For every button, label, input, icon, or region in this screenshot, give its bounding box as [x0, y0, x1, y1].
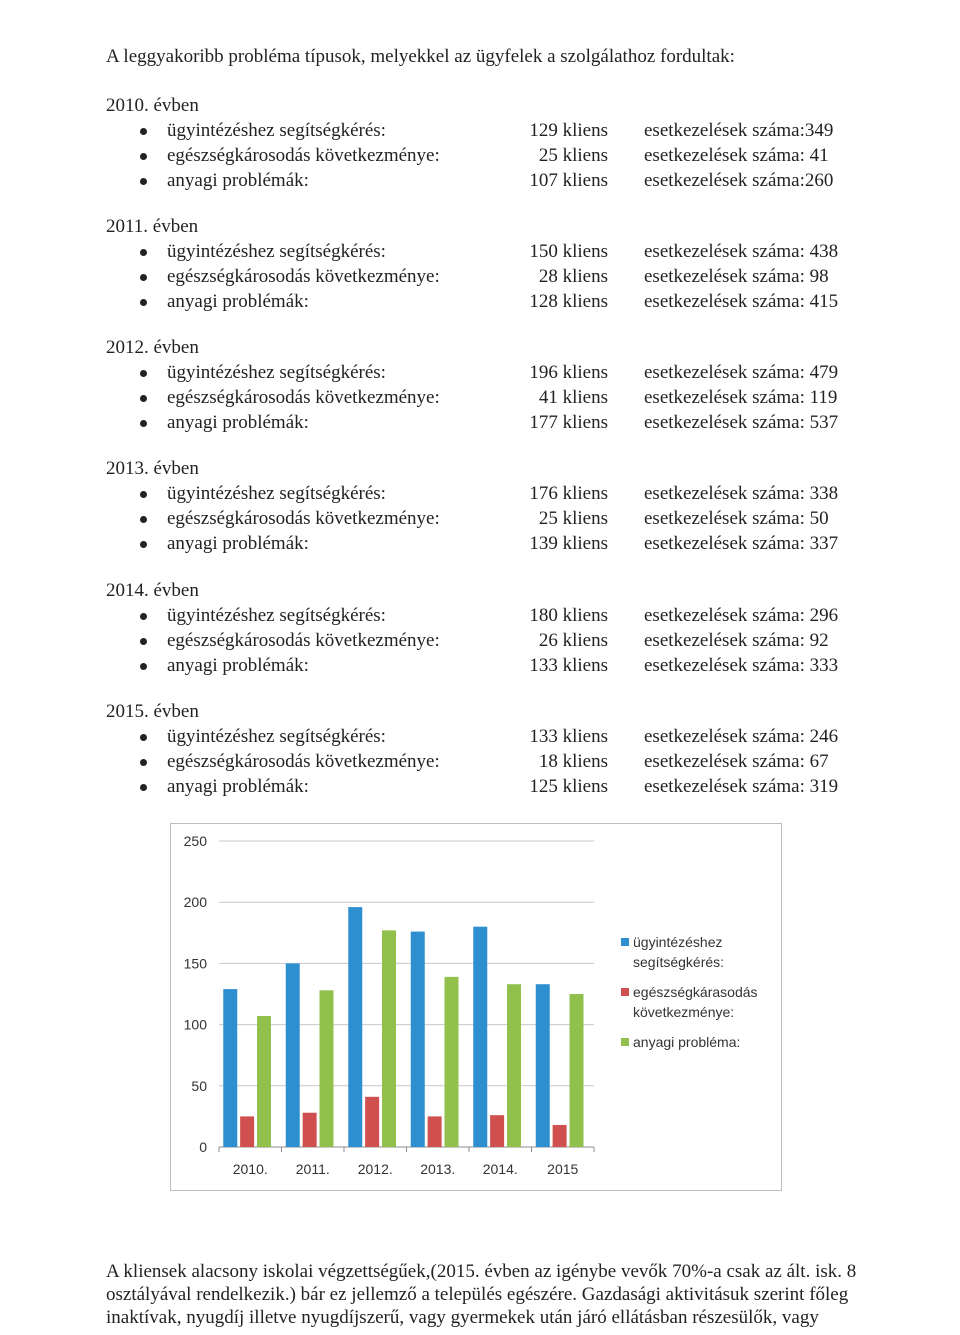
clients-count: 176 kliens	[529, 483, 608, 504]
category-label: egészségkárosodás következménye:	[167, 508, 440, 529]
cases-count: esetkezelések száma: 319	[644, 776, 839, 797]
legend-label-line: ügyintézéshez	[633, 934, 723, 950]
clients-count: 133 kliens	[529, 655, 608, 676]
x-tick-label: 2010.	[232, 1161, 268, 1177]
category-label: anyagi problémák:	[167, 533, 309, 554]
year-block-2010	[106, 93, 906, 193]
cases-count: esetkezelések száma: 41	[644, 145, 829, 166]
legend-swatch-icon	[621, 988, 629, 996]
list-item	[106, 118, 906, 143]
list-item	[106, 385, 906, 410]
year-block-2014	[106, 578, 906, 678]
list-item	[106, 143, 906, 168]
category-label: ügyintézéshez segítségkérés:	[167, 726, 386, 747]
category-label: anyagi problémák:	[167, 655, 309, 676]
clients-count: 18 kliens	[538, 751, 608, 772]
list-item	[106, 749, 906, 774]
bullet-icon	[140, 491, 147, 498]
bar	[570, 994, 584, 1147]
year-block-2011	[106, 214, 906, 314]
list-item	[106, 239, 906, 264]
bar	[303, 1113, 317, 1147]
bar	[445, 977, 459, 1147]
list-item	[106, 168, 906, 193]
list-item	[106, 264, 906, 289]
x-tick-label: 2014.	[482, 1161, 518, 1177]
clients-count: 133 kliens	[529, 726, 608, 747]
bar	[320, 990, 334, 1147]
year-title: 2010. évben	[106, 95, 199, 116]
y-tick-label: 50	[191, 1077, 207, 1094]
year-block-2013	[106, 456, 906, 556]
y-tick-label: 250	[183, 833, 207, 849]
cases-count: esetkezelések száma: 67	[644, 751, 829, 772]
bar	[382, 930, 396, 1147]
category-label: egészségkárosodás következménye:	[167, 145, 440, 166]
bullet-icon	[140, 274, 147, 281]
y-tick-label: 200	[183, 894, 207, 911]
bullet-icon	[140, 420, 147, 427]
bullet-icon	[140, 178, 147, 185]
bar-chart	[170, 823, 782, 1191]
bar	[553, 1125, 567, 1147]
cases-count: esetkezelések száma: 296	[644, 605, 839, 626]
cases-count: esetkezelések száma: 415	[644, 291, 839, 312]
clients-count: 180 kliens	[529, 605, 608, 626]
chart-legend	[621, 932, 771, 1062]
clients-count: 196 kliens	[529, 362, 608, 383]
bullet-icon	[140, 128, 147, 135]
cases-count: esetkezelések száma: 246	[644, 726, 839, 747]
cases-count: esetkezelések száma: 438	[644, 241, 839, 262]
x-tick-label: 2012.	[357, 1161, 393, 1177]
clients-count: 125 kliens	[529, 776, 608, 797]
legend-label-line: anyagi probléma:	[633, 1034, 741, 1050]
clients-count: 107 kliens	[529, 170, 608, 191]
cases-count: esetkezelések száma: 479	[644, 362, 839, 383]
bar	[286, 963, 300, 1147]
year-title: 2012. évben	[106, 337, 199, 358]
x-tick-label: 2013.	[420, 1161, 456, 1177]
cases-count: esetkezelések száma: 333	[644, 655, 839, 676]
cases-count: esetkezelések száma: 119	[644, 387, 838, 408]
category-label: ügyintézéshez segítségkérés:	[167, 605, 386, 626]
category-label: anyagi problémák:	[167, 291, 309, 312]
y-tick-label: 0	[199, 1139, 207, 1155]
year-title: 2014. évben	[106, 580, 199, 601]
list-item	[106, 603, 906, 628]
bullet-icon	[140, 638, 147, 645]
list-item	[106, 506, 906, 531]
list-item	[106, 289, 906, 314]
clients-count: 28 kliens	[538, 266, 608, 287]
year-block-2015	[106, 699, 906, 799]
cases-count: esetkezelések száma: 337	[644, 533, 839, 554]
bullet-icon	[140, 516, 147, 523]
category-label: anyagi problémák:	[167, 776, 309, 797]
bar	[536, 984, 550, 1147]
bar	[348, 907, 362, 1147]
intro-text: A leggyakoribb probléma típusok, melyekkel az ügyfelek a szolgálathoz fordultak:	[106, 46, 735, 67]
bar	[490, 1115, 504, 1147]
footer-line: osztályával rendelkezik.) bár ez jellemző a település egészére. Gazdasági aktivitásuk szerint főleg	[106, 1284, 849, 1305]
bullet-icon	[140, 370, 147, 377]
cases-count: esetkezelések száma:260	[644, 170, 834, 191]
list-item	[106, 410, 906, 435]
y-tick-label: 100	[183, 1016, 207, 1033]
legend-item	[621, 982, 771, 1022]
bullet-icon	[140, 759, 147, 766]
bar	[411, 932, 425, 1147]
clients-count: 139 kliens	[529, 533, 608, 554]
category-label: egészségkárosodás következménye:	[167, 387, 440, 408]
clients-count: 177 kliens	[529, 412, 608, 433]
bar	[473, 927, 487, 1147]
cases-count: esetkezelések száma:349	[644, 120, 834, 141]
clients-count: 150 kliens	[529, 241, 608, 262]
list-item	[106, 360, 906, 385]
footer-paragraph	[106, 1260, 958, 1329]
category-label: egészségkárosodás következménye:	[167, 630, 440, 651]
bullet-icon	[140, 395, 147, 402]
cases-count: esetkezelések száma: 338	[644, 483, 839, 504]
footer-line: inaktívak, nyugdíj illetve nyugdíjszerű, vagy gyermekek után járó ellátásban részesülők, vagy	[106, 1307, 819, 1328]
category-label: ügyintézéshez segítségkérés:	[167, 241, 386, 262]
bullet-icon	[140, 153, 147, 160]
list-item	[106, 481, 906, 506]
list-item	[106, 724, 906, 749]
category-label: egészségkárosodás következménye:	[167, 266, 440, 287]
cases-count: esetkezelések száma: 537	[644, 412, 839, 433]
clients-count: 25 kliens	[538, 145, 608, 166]
clients-count: 25 kliens	[538, 508, 608, 529]
legend-label-line: segítségkérés:	[633, 954, 725, 970]
cases-count: esetkezelések száma: 92	[644, 630, 829, 651]
bullet-icon	[140, 541, 147, 548]
clients-count: 129 kliens	[529, 120, 608, 141]
bullet-icon	[140, 299, 147, 306]
legend-label-line: egészségkárasodás	[633, 984, 758, 1000]
x-tick-label: 2015	[547, 1161, 579, 1177]
list-item	[106, 774, 906, 799]
category-label: anyagi problémák:	[167, 412, 309, 433]
bar	[223, 989, 237, 1147]
category-label: ügyintézéshez segítségkérés:	[167, 120, 386, 141]
x-tick-label: 2011.	[295, 1161, 330, 1177]
footer-line: A kliensek alacsony iskolai végzettségűek,(2015. évben az igénybe vevők 70%-a csak az ált. isk. 8	[106, 1261, 857, 1282]
legend-label-line: következménye:	[633, 1004, 735, 1020]
legend-swatch-icon	[621, 1038, 629, 1046]
clients-count: 26 kliens	[538, 630, 608, 651]
bullet-icon	[140, 734, 147, 741]
cases-count: esetkezelések száma: 50	[644, 508, 829, 529]
legend-item	[621, 932, 771, 972]
year-title: 2011. évben	[106, 216, 199, 237]
list-item	[106, 653, 906, 678]
legend-item	[621, 1032, 771, 1052]
year-title: 2015. évben	[106, 701, 199, 722]
bar	[365, 1097, 379, 1147]
year-title: 2013. évben	[106, 458, 199, 479]
legend-swatch-icon	[621, 938, 629, 946]
bullet-icon	[140, 663, 147, 670]
cases-count: esetkezelések száma: 98	[644, 266, 829, 287]
bar	[428, 1116, 442, 1147]
bar	[507, 984, 521, 1147]
category-label: egészségkárosodás következménye:	[167, 751, 440, 772]
list-item	[106, 628, 906, 653]
clients-count: 41 kliens	[538, 387, 608, 408]
clients-count: 128 kliens	[529, 291, 608, 312]
bar	[257, 1016, 271, 1147]
bullet-icon	[140, 249, 147, 256]
list-item	[106, 531, 906, 556]
category-label: anyagi problémák:	[167, 170, 309, 191]
year-block-2012	[106, 335, 906, 435]
bar	[240, 1116, 254, 1147]
bullet-icon	[140, 784, 147, 791]
bullet-icon	[140, 613, 147, 620]
category-label: ügyintézéshez segítségkérés:	[167, 362, 386, 383]
category-label: ügyintézéshez segítségkérés:	[167, 483, 386, 504]
y-tick-label: 150	[183, 955, 207, 972]
